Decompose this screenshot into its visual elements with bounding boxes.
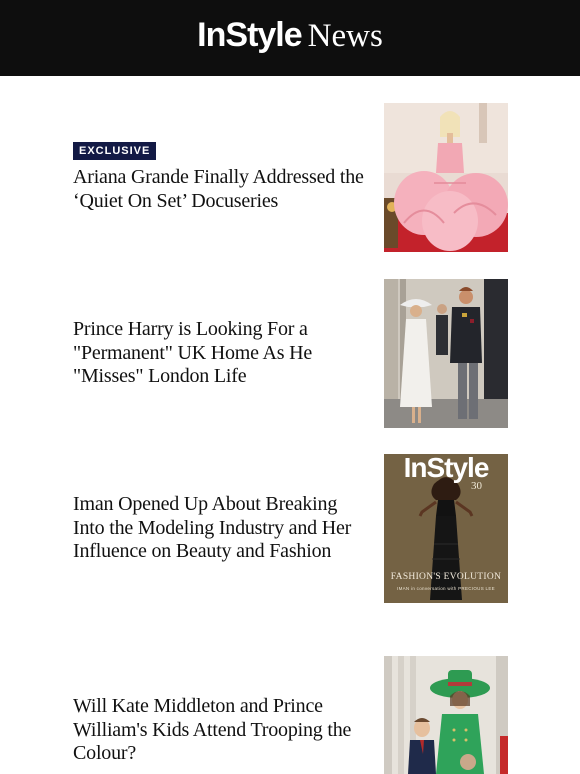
brand-logo[interactable]	[0, 16, 580, 55]
exclusive-badge: EXCLUSIVE	[73, 142, 156, 160]
article-headline[interactable]: Prince Harry is Looking For a "Permanent" UK Home As He "Misses" London Life	[73, 318, 313, 387]
cover-anniversary: 30	[471, 480, 482, 492]
green-hat-image	[384, 656, 508, 774]
pink-gown-image	[384, 103, 508, 252]
article-headline[interactable]: Ariana Grande Finally Addressed the ‘Quiet On Set’ Docuseries	[73, 166, 364, 212]
article-thumbnail[interactable]	[384, 454, 508, 603]
article-headline[interactable]: Will Kate Middleton and Prince William's Kids Attend Trooping the Colour?	[73, 695, 352, 764]
cover-title: FASHION'S EVOLUTION	[390, 572, 502, 582]
site-header	[0, 0, 580, 76]
brand-name: InStyle	[197, 16, 302, 54]
article-headline[interactable]: Iman Opened Up About Breaking Into the Modeling Industry and Her Influence on Beauty and Fashion	[73, 493, 352, 562]
article-thumbnail[interactable]	[384, 103, 508, 252]
cover-logo: InStyle	[403, 454, 489, 483]
cover-credit: IMAN in conversation with PRECIOUS LEE	[397, 586, 495, 591]
royal-couple-image	[384, 279, 508, 428]
article-thumbnail[interactable]	[384, 279, 508, 428]
article-thumbnail[interactable]	[384, 656, 508, 774]
header-notch	[420, 58, 460, 78]
section-name: News	[307, 18, 383, 54]
